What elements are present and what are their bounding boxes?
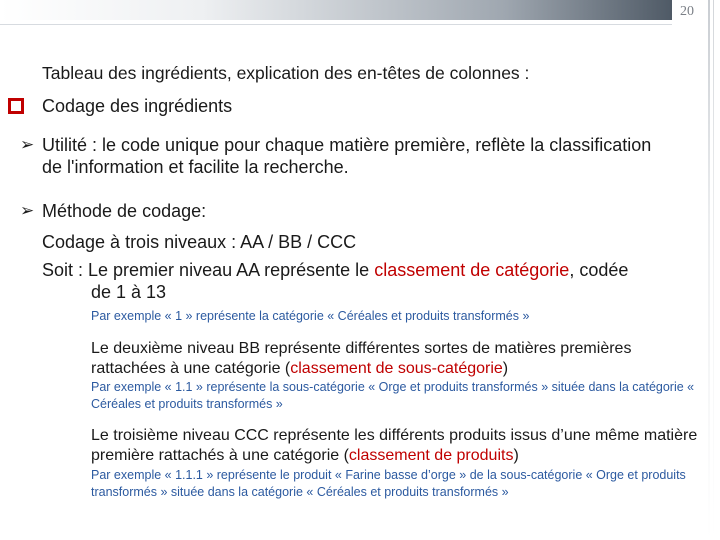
deuxieme-niveau-pre: Le deuxième niveau BB représente différentes sortes de matières premières rattachées à une catégorie ( <box>91 340 632 378</box>
slide-title: Tableau des ingrédients, explication des en-têtes de colonnes : <box>42 63 530 83</box>
troisieme-niveau-post: ) <box>513 447 519 465</box>
example-niveau-3: Par exemple « 1.1.1 » représente le produit « Farine basse d’orge » de la sous-catégorie « Orge et produits transformés » située dans la catégorie « Céréales et produits transformés » <box>91 468 686 499</box>
premier-niveau-cont: de 1 à 13 <box>91 281 167 302</box>
premier-niveau-pre: Soit : Le premier niveau AA représente le <box>42 260 375 280</box>
header-gradient-bar <box>0 0 672 20</box>
premier-niveau-highlight: classement de catégorie <box>374 260 570 280</box>
arrow-bullet-icon: ➢ <box>20 135 35 154</box>
bullet-codage-ingredients: Codage des ingrédients <box>42 96 233 116</box>
square-bullet-icon <box>8 98 24 114</box>
premier-niveau-post: , codée <box>569 260 629 280</box>
deuxieme-niveau-post: ) <box>502 360 509 378</box>
example-niveau-1: Par exemple « 1 » représente la catégorie « Céréales et produits transformés » <box>91 309 530 323</box>
troisieme-niveau-text <box>91 426 701 467</box>
premier-niveau-text <box>42 260 692 303</box>
right-border-rule-secondary <box>713 0 714 540</box>
page-number: 20 <box>680 4 694 19</box>
troisieme-niveau-pre: Le troisième niveau CCC représente les différents produits issus d’une même matière première rattachés à une catégorie ( <box>91 427 698 465</box>
deuxieme-niveau-text <box>91 339 701 380</box>
right-border-rule <box>708 0 710 540</box>
bullet-utilite: Utilité : le code unique pour chaque matière première, reflète la classification de l'information et facilite la recherche. <box>42 135 652 177</box>
example-niveau-2: Par exemple « 1.1 » représente la sous-catégorie « Orge et produits transformés » située dans la catégorie « Céréales et produits transformés » <box>91 380 695 411</box>
deuxieme-niveau-highlight: classement de sous-catégorie <box>290 360 503 378</box>
header-divider <box>0 24 672 25</box>
codage-trois-niveaux: Codage à trois niveaux : AA / BB / CCC <box>42 232 357 252</box>
arrow-bullet-icon: ➢ <box>20 201 35 220</box>
bullet-methode: Méthode de codage: <box>42 201 207 221</box>
troisieme-niveau-highlight: classement de produits <box>348 447 514 465</box>
